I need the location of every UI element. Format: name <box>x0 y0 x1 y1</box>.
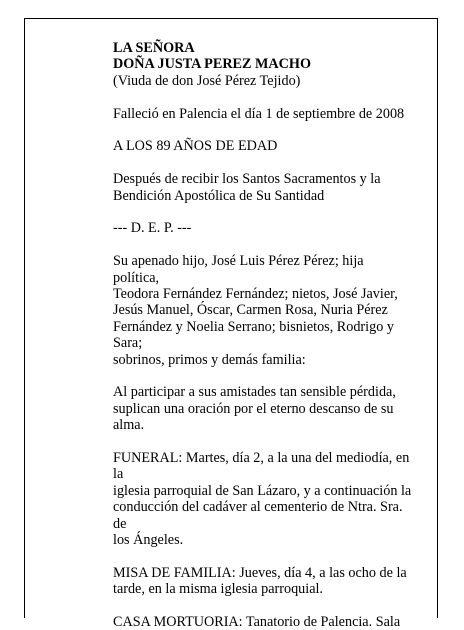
sacraments-line-2: Bendición Apostólica de Su Santidad <box>113 187 325 204</box>
death-statement: Falleció en Palencia el día 1 de septiembre de 2008 <box>113 105 405 122</box>
sacraments-line-1: Después de recibir los Santos Sacramentos y la <box>113 171 381 188</box>
mass-line-2: tarde, en la misma iglesia parroquial. <box>113 581 323 598</box>
mass-line-1: MISA DE FAMILIA: Jueves, día 4, a las ocho de la <box>113 564 407 581</box>
dep-line: --- D. E. P. --- <box>113 220 192 237</box>
subtitle: (Viuda de don José Pérez Tejido) <box>113 72 301 89</box>
title-line-1: LA SEÑORA <box>113 40 195 56</box>
family-line-2: Teodora Fernández Fernández; nietos, José Javier, <box>113 286 398 303</box>
prayer-line-2: suplican una oración por el eterno descanso de su alma. <box>113 400 394 434</box>
obituary-notice <box>113 40 413 630</box>
funeral-line-4: los Ángeles. <box>113 532 184 549</box>
mortuary-line-1: CASA MORTUORIA: Tanatorio de Palencia. Sala <box>113 614 401 630</box>
age-statement: A LOS 89 AÑOS DE EDAD <box>113 138 278 155</box>
prayer-line-1: Al participar a sus amistades tan sensible pérdida, <box>113 384 396 401</box>
title-line-2: DOÑA JUSTA PEREZ MACHO <box>113 56 311 73</box>
funeral-line-2: iglesia parroquial de San Lázaro, y a continuación la <box>113 482 412 499</box>
family-line-4: Fernández y Noelia Serrano; bisnietos, Rodrigo y Sara; <box>113 318 394 352</box>
family-line-1: Su apenado hijo, José Luis Pérez Pérez; hija política, <box>113 253 364 286</box>
family-line-3: Jesús Manuel, Óscar, Carmen Rosa, Nuria Pérez <box>113 302 388 319</box>
family-line-5: sobrinos, primos y demás familia: <box>113 351 306 368</box>
funeral-line-3: conducción del cadáver al cementerio de Ntra. Sra. de <box>113 499 403 532</box>
funeral-line-1: FUNERAL: Martes, día 2, a la una del mediodía, en la <box>113 450 410 483</box>
